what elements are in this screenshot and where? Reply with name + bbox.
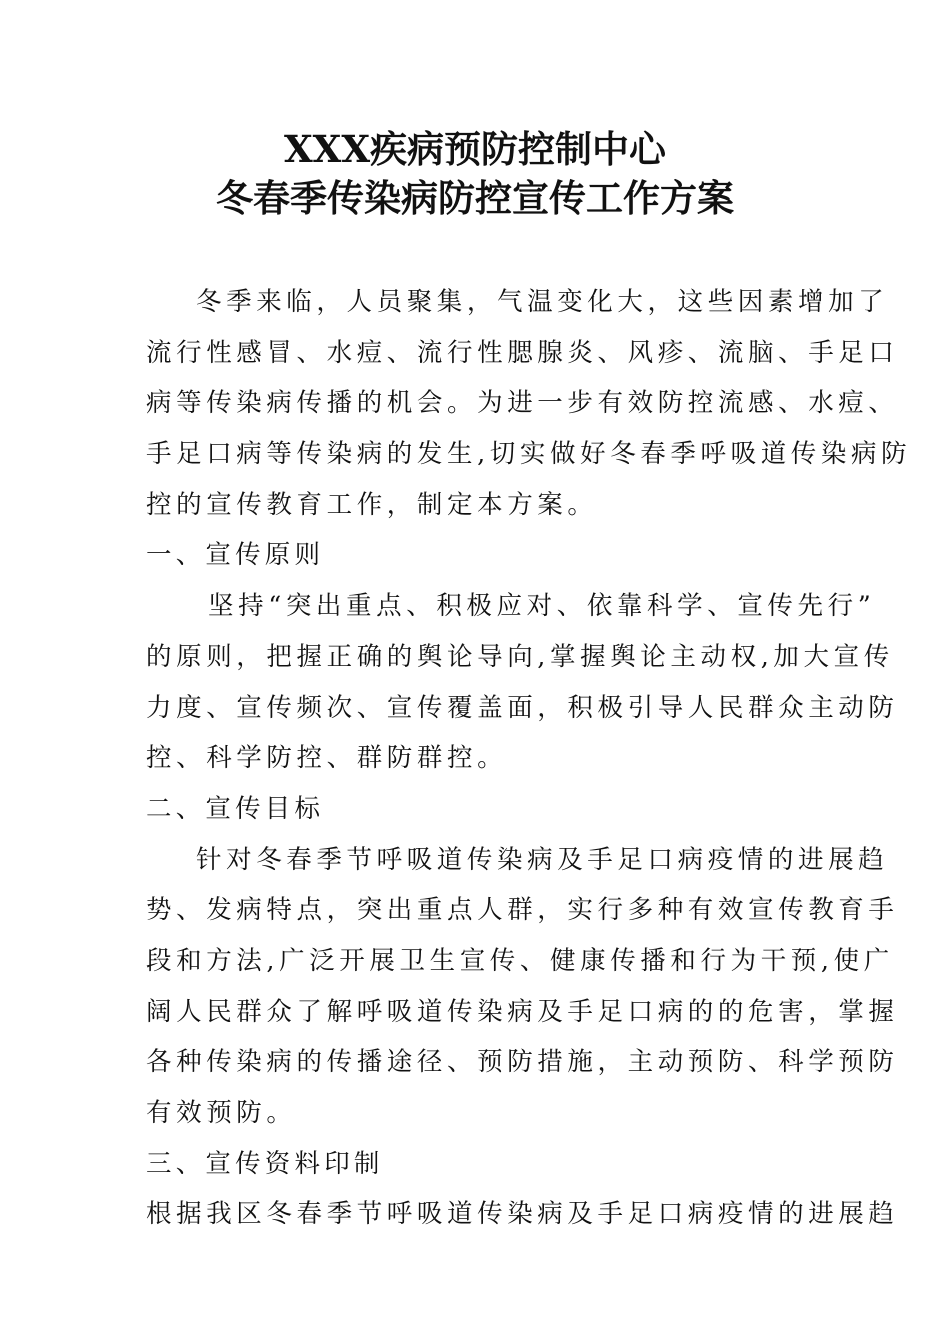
paragraph-line: 势、发病特点，突出重点人群，实行多种有效宣传教育手 <box>146 895 899 926</box>
document-title-line-2: 冬春季传染病防控宣传工作方案 <box>216 176 734 220</box>
paragraph-line: 病等传染病传播的机会。为进一步有效防控流感、水痘、 <box>146 388 899 419</box>
paragraph-line: 控的宣传教育工作，制定本方案。 <box>146 489 598 520</box>
paragraph-line: 手足口病等传染病的发生,切实做好冬春季呼吸道传染病防 <box>146 439 912 470</box>
paragraph-line: 针对冬春季节呼吸道传染病及手足口病疫情的进展趋 <box>196 844 889 875</box>
paragraph-line: 控、科学防控、群防群控。 <box>146 743 508 774</box>
paragraph-line: 根据我区冬春季节呼吸道传染病及手足口病疫情的进展趋 <box>146 1199 899 1230</box>
paragraph-line: 的原则，把握正确的舆论导向,掌握舆论主动权,加大宣传 <box>146 641 894 672</box>
section-heading: 一、宣传原则 <box>146 540 325 571</box>
paragraph-line: 坚持“突出重点、积极应对、依靠科学、宣传先行” <box>208 591 876 622</box>
document-title-line-1: XXX疾病预防控制中心 <box>283 127 667 171</box>
section-heading: 二、宣传目标 <box>146 793 325 824</box>
paragraph-line: 各种传染病的传播途径、预防措施，主动预防、科学预防 <box>146 1047 899 1078</box>
paragraph-line: 阔人民群众了解呼吸道传染病及手足口病的的危害，掌握 <box>146 996 899 1027</box>
paragraph-line: 段和方法,广泛开展卫生宣传、健康传播和行为干预,使广 <box>146 945 894 976</box>
document-body <box>146 277 912 1240</box>
paragraph-line: 有效预防。 <box>146 1098 297 1128</box>
paragraph-line: 冬季来临，人员聚集，气温变化大，这些因素增加了 <box>196 287 889 317</box>
section-heading: 三、宣传资料印制 <box>146 1148 384 1179</box>
paragraph-line: 流行性感冒、水痘、流行性腮腺炎、风疹、流脑、手足口 <box>146 337 899 368</box>
paragraph-line: 力度、宣传频次、宣传覆盖面，积极引导人民群众主动防 <box>146 692 899 723</box>
